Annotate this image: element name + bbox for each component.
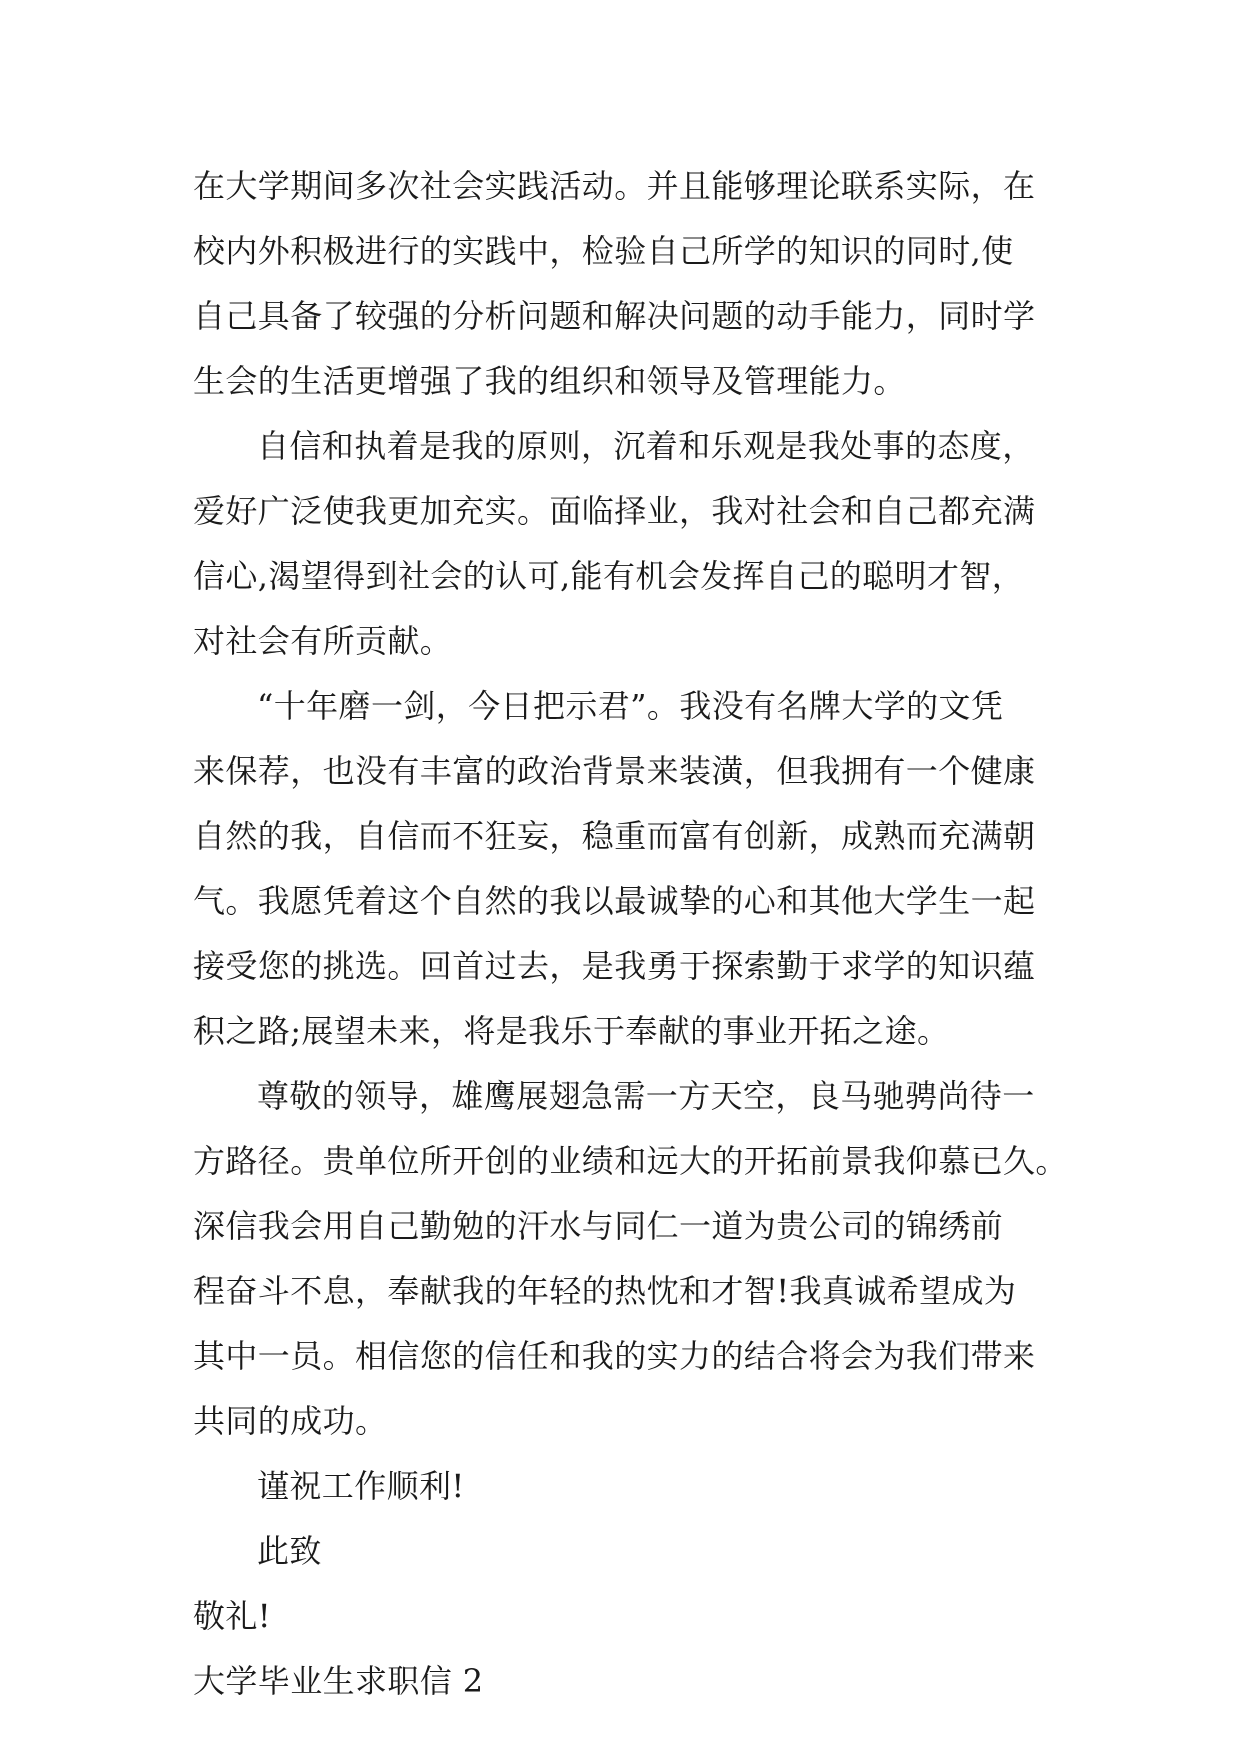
paragraph-4-line-1: 尊敬的领导，雄鹰展翅急需一方天空，良马驰骋尚待一 bbox=[257, 1077, 1035, 1115]
paragraph-3-line-5: 接受您的挑选。回首过去，是我勇于探索勤于求学的知识蕴 bbox=[193, 947, 1036, 985]
paragraph-1-line-4: 生会的生活更增强了我的组织和领导及管理能力。 bbox=[193, 362, 906, 400]
paragraph-1-line-3: 自己具备了较强的分析问题和解决问题的动手能力，同时学 bbox=[193, 297, 1036, 335]
paragraph-4-line-2: 方路径。贵单位所开创的业绩和远大的开拓前景我仰慕已久。 bbox=[193, 1142, 1068, 1180]
section-heading: 大学毕业生求职信 2 bbox=[193, 1662, 484, 1700]
paragraph-3-line-6: 积之路;展望未来，将是我乐于奉献的事业开拓之途。 bbox=[193, 1012, 950, 1050]
paragraph-1-line-1: 在大学期间多次社会实践活动。并且能够理论联系实际，在 bbox=[193, 167, 1036, 205]
paragraph-3-line-3: 自然的我，自信而不狂妄，稳重而富有创新，成熟而充满朝 bbox=[193, 817, 1036, 855]
paragraph-2-line-4: 对社会有所贡献。 bbox=[193, 622, 453, 660]
paragraph-3-line-2: 来保荐，也没有丰富的政治背景来装潢，但我拥有一个健康 bbox=[193, 752, 1036, 790]
paragraph-3-line-4: 气。我愿凭着这个自然的我以最诚挚的心和其他大学生一起 bbox=[193, 882, 1036, 920]
paragraph-4-line-4: 程奋斗不息，奉献我的年轻的热忱和才智!我真诚希望成为 bbox=[193, 1272, 1017, 1310]
paragraph-2-line-3: 信心,渴望得到社会的认可,能有机会发挥自己的聪明才智， bbox=[193, 557, 1025, 595]
paragraph-3-line-1: “十年磨一剑，今日把示君”。我没有名牌大学的文凭 bbox=[257, 687, 1004, 725]
paragraph-2-line-1: 自信和执着是我的原则，沉着和乐观是我处事的态度， bbox=[257, 427, 1035, 465]
closing-wishes: 谨祝工作顺利! bbox=[257, 1467, 465, 1505]
paragraph-4-line-5: 其中一员。相信您的信任和我的实力的结合将会为我们带来 bbox=[193, 1337, 1036, 1375]
paragraph-2-line-2: 爱好广泛使我更加充实。面临择业，我对社会和自己都充满 bbox=[193, 492, 1036, 530]
paragraph-4-line-6: 共同的成功。 bbox=[193, 1402, 388, 1440]
closing-jingli: 敬礼! bbox=[193, 1597, 272, 1635]
paragraph-1-line-2: 校内外积极进行的实践中，检验自己所学的知识的同时,使 bbox=[193, 232, 1014, 270]
closing-cizhi: 此致 bbox=[257, 1532, 322, 1570]
paragraph-4-line-3: 深信我会用自己勤勉的汗水与同仁一道为贵公司的锦绣前 bbox=[193, 1207, 1004, 1245]
